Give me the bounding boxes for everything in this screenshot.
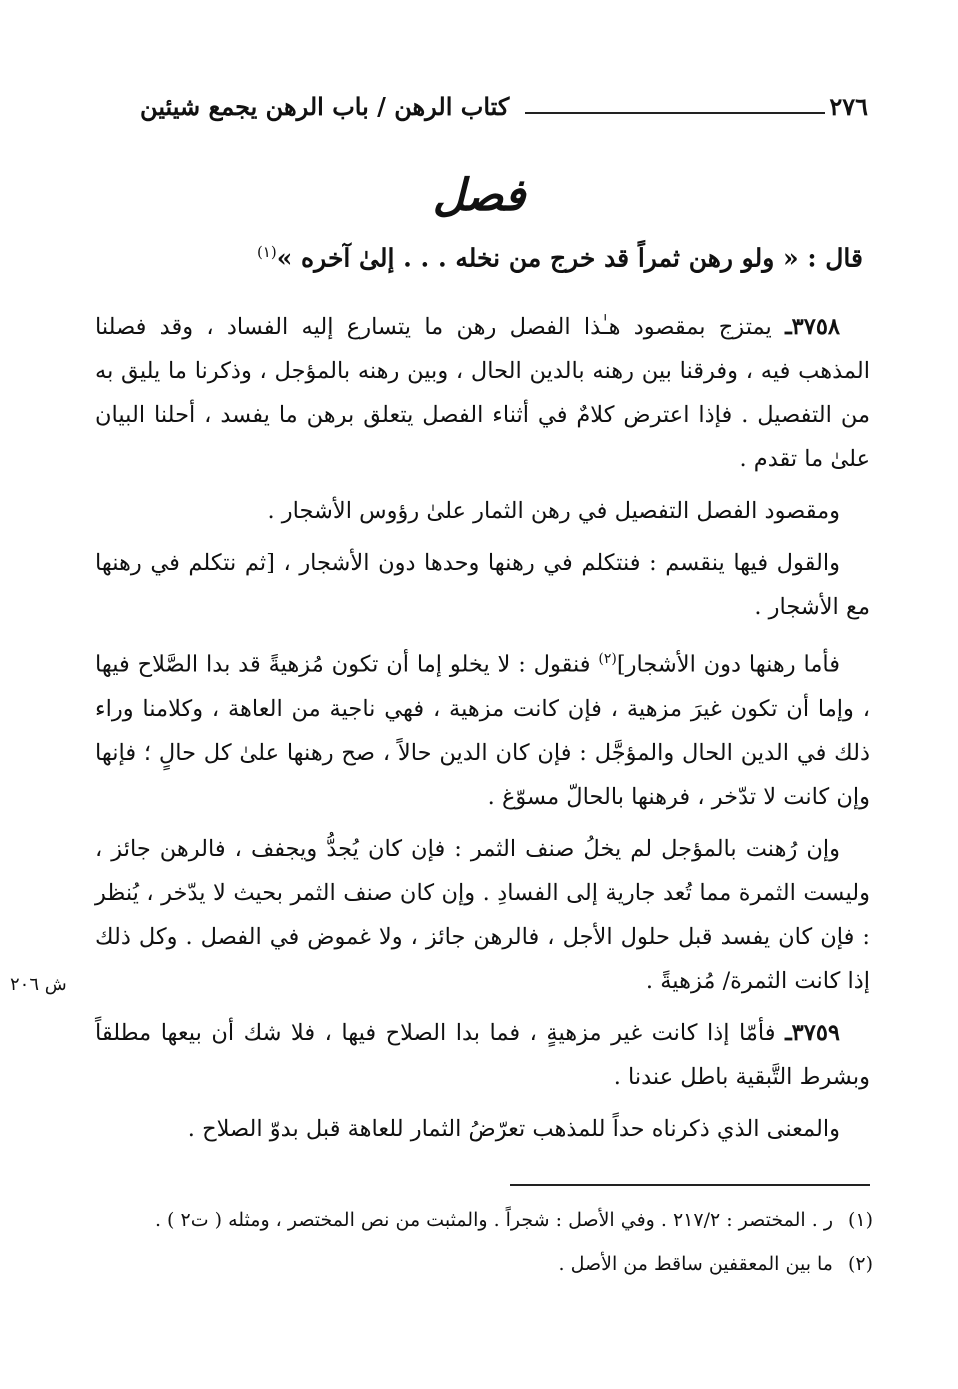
paragraph-text: يمتزج بمقصود هـٰذا الفصل رهن ما يتسارع إليه الفساد ، وقد فصلنا المذهب فيه ، وفرقنا بين رهنه بالدين الحال ، وبين رهنه بالمؤجل ، وذكرنا ما يليق به من التفصيل . فإذا اعترض كلامٌ في أثناء الفصل يتعلق برهن ما يفسد ، أحلنا البيان علىٰ ما تقدم . (95, 314, 870, 472)
footnote (95, 1205, 873, 1235)
paragraph: والمعنى الذي ذكرناه حداً للمذهب تعرّضُ الثمار للعاهة قبل بدوّ الصلاح . (187, 1115, 840, 1142)
paragraph: ومقصود الفصل التفصيل في رهن الثمار علىٰ رؤوس الأشجار . (267, 498, 840, 524)
body-text (95, 305, 870, 1159)
page-number: ٢٧٦ (829, 91, 868, 121)
paragraph-number: ٣٧٥٩ـ (785, 1019, 840, 1046)
paragraph-number: ٣٧٥٨ـ (785, 314, 840, 340)
header-title: كتاب الرهن / باب الرهن يجمع شيئين (140, 91, 510, 121)
running-header (95, 86, 868, 126)
paragraph-text: فأما رهنها دون الأشجار] (616, 651, 840, 678)
footnote-number: (١) (847, 1209, 873, 1231)
quote-text: قال : « ولو رهن ثمراً قد خرج من نخله . . . إلىٰ آخره » (276, 243, 863, 273)
footnote-ref-1: (١) (256, 243, 277, 261)
footnote-rule (510, 1184, 870, 1186)
quote-line (90, 243, 863, 272)
header-rule (525, 112, 825, 114)
paragraph: والقول فيها ينقسم : فنتكلم في رهنها وحدها دون الأشجار ، [ثم نتكلم في رهنها مع الأشجار . (95, 550, 870, 620)
footnote-ref-2: (٢) (598, 651, 617, 667)
paragraph-text: فأمّا إذا كانت غير مزهيةٍ ، فما بدا الصلاح فيها ، فلا شك أن بيعها مطلقاً وبشرط التَّبقية باطل عندنا . (95, 1019, 870, 1090)
footnote-text: ر . المختصر : ٢١٧/٢ . وفي الأصل : شجراً . والمثبت من نص المختصر ، ومثله ( ت٢ ) . (154, 1209, 833, 1231)
paragraph: وإن رُهنت بالمؤجل لم يخلُ صنف الثمر : فإن كان يُجدُّ ويجفف ، فالرهن جائز ، وليست الثمرة مما تُعد جارية إلى الفسادِ . وإن كان صنف الثمر بحيث لا يدّخر ، يُنظر : فإن كان يفسد قبل حلول الأجل ، فالرهن جائز ، ولا غموض في الفصل . وكل ذلك إذا كانت الثمرة/ مُزهيةً . (95, 835, 870, 994)
footnotes (95, 1205, 873, 1293)
paragraph (95, 637, 870, 819)
paragraph-3759 (95, 1011, 870, 1099)
paragraph-3758 (95, 305, 870, 481)
section-title: فصل (432, 170, 526, 221)
paragraph-text: فنقول : لا يخلو إما أن تكون مُزهيةً قد بدا الصَّلاح فيها ، وإما أن تكون غيرَ مزهية ، فإن كانت مزهية ، فهي ناجية من العاهة ، وكلامنا وراء ذلك في الدين الحال والمؤجَّل : فإن كان الدين حالاً ، صح رهنها علىٰ كل حالٍ ؛ فإنها وإن كانت لا تدّخر ، فرهنها بالحالّ مسوّغ . (95, 651, 870, 810)
footnote-text: ما بين المعقفين ساقط من الأصل . (558, 1253, 833, 1275)
footnote-number: (٢) (847, 1253, 873, 1275)
footnote (95, 1249, 873, 1279)
margin-note: ش ٢٠٦ (10, 974, 67, 995)
